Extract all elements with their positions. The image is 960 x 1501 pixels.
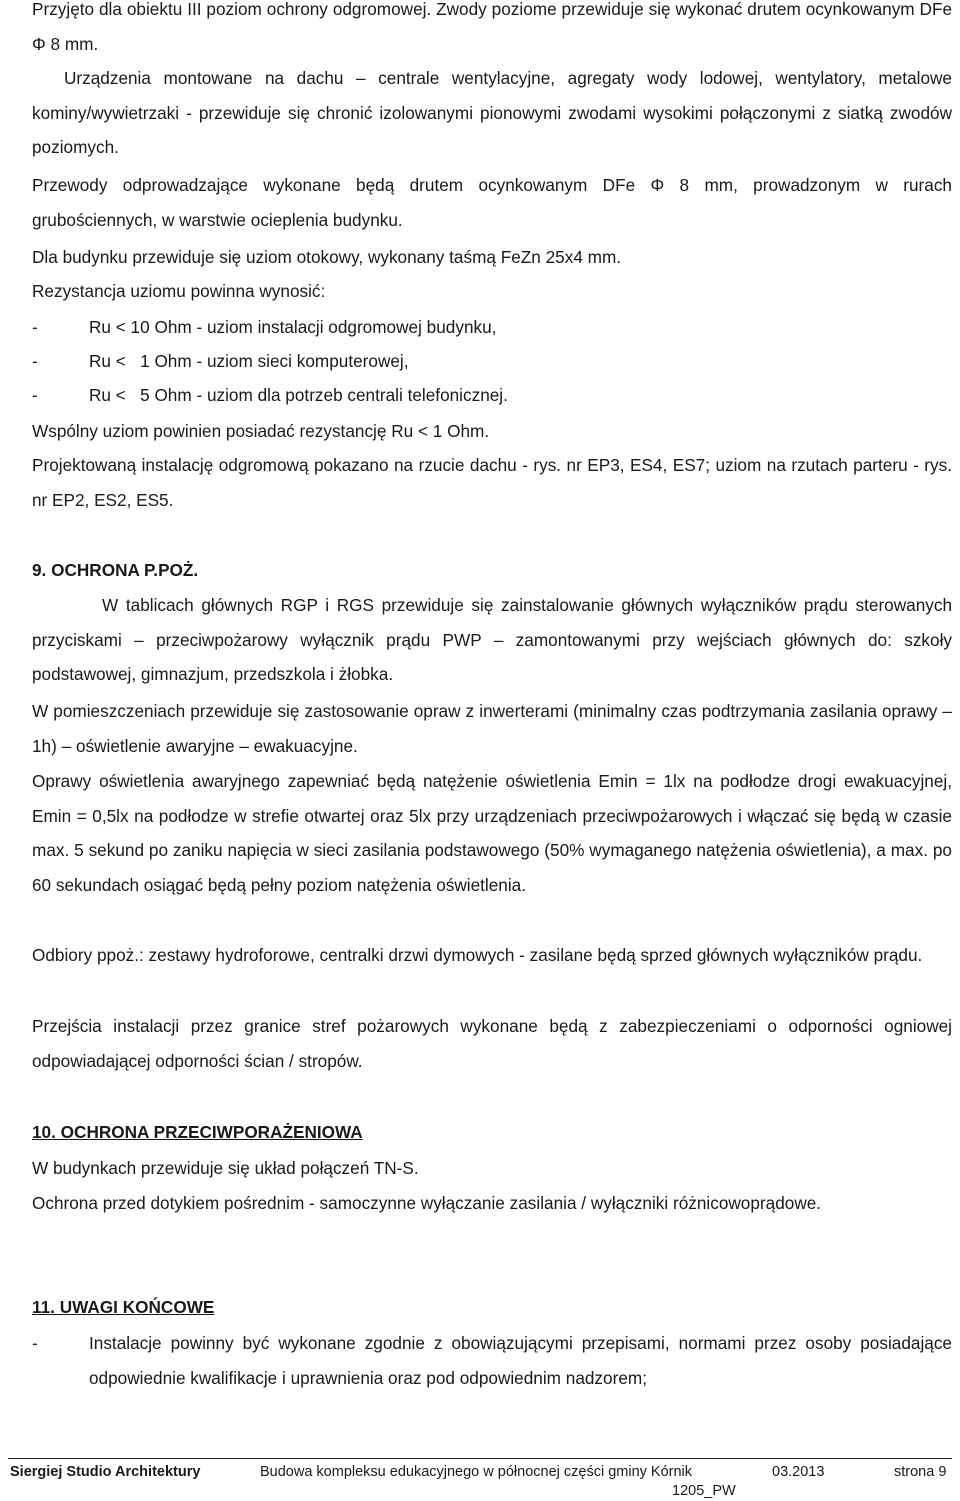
list-dash: - — [32, 1333, 38, 1353]
lightning-protection-level-paragraph: Przyjęto dla obiektu III poziom ochrony odgromowej. Zwody poziome przewiduje się wykonać drutem ocynkowanym DFe Φ 8 mm. — [32, 0, 952, 54]
resistance-item-1 — [32, 310, 952, 345]
section-9-paragraph-4: Odbiory ppoż.: zestawy hydroforowe, centralki drzwi dymowych - zasilane będą sprzed głównych wyłączników prądu. — [32, 945, 923, 965]
footer-company: Siergiej Studio Architektury — [10, 1464, 201, 1480]
footer-project: Budowa kompleksu edukacyjnego w północnej części gminy Kórnik — [260, 1464, 693, 1480]
footer-date: 03.2013 — [772, 1464, 825, 1480]
down-conductors-paragraph: Przewody odprowadzające wykonane będą drutem ocynkowanym DFe Φ 8 mm, prowadzonym w rurach grubościennych, w warstwie ocieplenia budynku. — [32, 175, 952, 230]
footer-divider — [8, 1458, 952, 1459]
drawings-reference-paragraph: Projektowaną instalację odgromową pokazano na rzucie dachu - rys. nr EP3, ES4, ES7; uziom na rzutach parteru - rys. nr EP2, ES2, ES5. — [32, 455, 952, 510]
list-item-text: Ru < 10 Ohm - uziom instalacji odgromowej budynku, — [89, 317, 497, 337]
list-dash: - — [32, 351, 38, 371]
section-9-heading: 9. OCHRONA P.POŻ. — [32, 560, 199, 580]
list-item-text: Instalacje powinny być wykonane zgodnie z obowiązującymi przepisami, normami przez osoby posiadające odpowiednie kwalifikacje i uprawnienia oraz pod odpowiednim nadzorem; — [89, 1333, 952, 1388]
section-10-paragraph-2: Ochrona przed dotykiem pośrednim - samoczynne wyłączanie zasilania / wyłączniki różnicowoprądowe. — [32, 1193, 822, 1213]
list-item-text: Ru < 5 Ohm - uziom dla potrzeb centrali telefonicznej. — [89, 385, 508, 405]
resistance-intro: Rezystancja uziomu powinna wynosić: — [32, 281, 326, 301]
footer-document-code: 1205_PW — [672, 1483, 736, 1499]
list-dash: - — [32, 385, 38, 405]
section-9-paragraph-2: W pomieszczeniach przewiduje się zastosowanie opraw z inwerterami (minimalny czas podtrzymania zasilania oprawy – 1h) – oświetlenie awaryjne – ewakuacyjne. — [32, 701, 952, 756]
footer-page-number: strona 9 — [894, 1464, 947, 1480]
list-dash: - — [32, 317, 38, 337]
resistance-item-3 — [32, 378, 952, 413]
section-11-item-1 — [32, 1326, 952, 1395]
section-10-heading: 10. OCHRONA PRZECIWPORAŻENIOWA — [32, 1122, 363, 1142]
section-11-heading: 11. UWAGI KOŃCOWE — [32, 1297, 215, 1317]
section-9-paragraph-5: Przejścia instalacji przez granice stref pożarowych wykonane będą z zabezpieczeniami o odporności ogniowej odpowiadającej odporności ścian / stropów. — [32, 1016, 952, 1071]
section-9-paragraph-3: Oprawy oświetlenia awaryjnego zapewniać będą natężenie oświetlenia Emin = 1lx na podłodze drogi ewakuacyjnej, Emin = 0,5lx na podłodze w strefie otwartej oraz 5lx przy urządzeniach przeciwpożarowych i włączać się będą w czasie max. 5 sekund po zaniku napięcia w sieci zasilania podstawowego (50% wymaganego natężenia oświetlenia), a max. po 60 sekundach osiągać będą pełny poziom natężenia oświetlenia. — [32, 771, 952, 895]
list-item-text: Ru < 1 Ohm - uziom sieci komputerowej, — [89, 351, 409, 371]
section-9-paragraph-1: W tablicach głównych RGP i RGS przewiduje się zainstalowanie głównych wyłączników prądu sterowanych przyciskami – przeciwpożarowy wyłącznik prądu PWP – zamontowanymi przy wejściach głównych do: szkoły podstawowej, gimnazjum, przedszkola i żłobka. — [32, 595, 952, 684]
common-earthing-paragraph: Wspólny uziom powinien posiadać rezystancję Ru < 1 Ohm. — [32, 421, 490, 441]
roof-equipment-paragraph: Urządzenia montowane na dachu – centrale wentylacyjne, agregaty wody lodowej, wentylatory, metalowe kominy/wywietrzaki - przewiduje się chronić izolowanymi pionowymi zwodami wysokimi połączonymi z siatką zwodów poziomych. — [32, 68, 952, 157]
earthing-paragraph: Dla budynku przewiduje się uziom otokowy, wykonany taśmą FeZn 25x4 mm. — [32, 247, 622, 267]
resistance-item-2 — [32, 344, 952, 379]
section-10-paragraph-1: W budynkach przewiduje się układ połączeń TN-S. — [32, 1158, 419, 1178]
